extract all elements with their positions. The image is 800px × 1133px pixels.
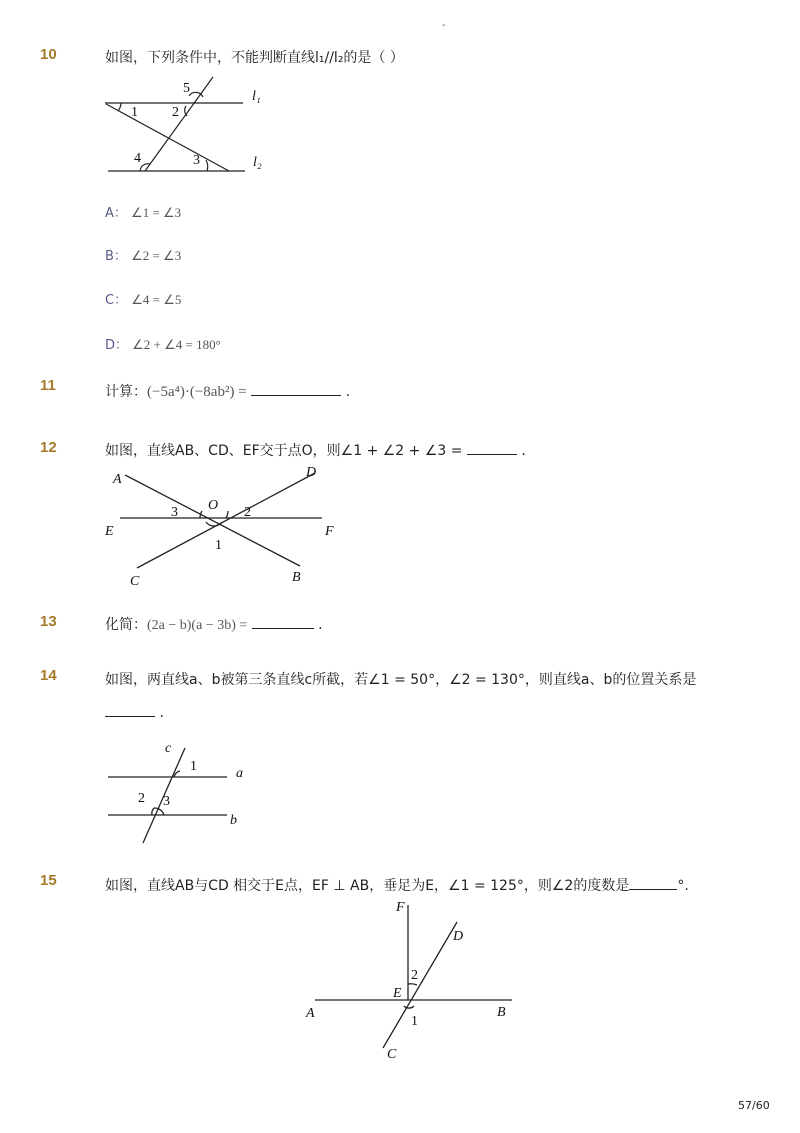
question-number: 10 bbox=[40, 46, 57, 63]
line-label-b: b bbox=[230, 813, 237, 828]
point-label-D: D bbox=[453, 929, 464, 944]
option-text: ∠1 = ∠3 bbox=[131, 205, 182, 220]
point-label-B: B bbox=[292, 570, 301, 585]
question-text bbox=[105, 440, 526, 460]
question-number: 15 bbox=[40, 872, 57, 889]
page-number: 57/60 bbox=[738, 1099, 770, 1112]
point-label-A: A bbox=[306, 1006, 315, 1021]
question-number: 11 bbox=[40, 377, 56, 394]
angle-label-3: 3 bbox=[171, 505, 178, 520]
option-c[interactable] bbox=[105, 289, 181, 308]
question-suffix: . bbox=[521, 443, 526, 459]
answer-blank[interactable] bbox=[105, 704, 155, 717]
question-suffix: . bbox=[345, 384, 351, 400]
option-label: A： bbox=[105, 206, 127, 221]
question-body: 如图，直线AB、CD、EF交于点O，则∠1 + ∠2 + ∠3 = bbox=[105, 443, 463, 459]
question-prefix: 化简： bbox=[105, 617, 147, 633]
point-label-B: B bbox=[497, 1005, 506, 1020]
point-label-F: F bbox=[325, 524, 334, 539]
line-label-l1: l₁ bbox=[252, 89, 261, 104]
point-label-F: F bbox=[396, 900, 405, 915]
angle-label-2: 2 bbox=[138, 791, 145, 806]
question-text: 如图，下列条件中，不能判断直线l₁//l₂的是（ ） bbox=[105, 50, 404, 66]
option-label: B： bbox=[105, 249, 127, 264]
answer-blank[interactable] bbox=[467, 442, 517, 455]
question-body: 如图，直线AB与CD 相交于E点，EF ⊥ AB，垂足为E，∠1 = 125°，则∠2的度数是 bbox=[105, 878, 630, 894]
question-text: 如图，两直线a、b被第三条直线c所截，若∠1 = 50°，∠2 = 130°，则直线a、b的位置关系是 bbox=[105, 672, 697, 688]
header-mark: - bbox=[442, 20, 446, 31]
point-label-E: E bbox=[393, 986, 402, 1001]
point-label-D: D bbox=[306, 465, 317, 480]
option-text: ∠4 = ∠5 bbox=[131, 292, 182, 307]
question-number: 13 bbox=[40, 613, 57, 630]
angle-label-1: 1 bbox=[411, 1014, 418, 1029]
question-suffix: . bbox=[159, 705, 164, 721]
point-label-C: C bbox=[387, 1047, 397, 1062]
answer-blank[interactable] bbox=[629, 877, 677, 890]
question-text bbox=[105, 614, 323, 634]
option-a[interactable] bbox=[105, 202, 181, 221]
angle-label-4: 4 bbox=[134, 151, 141, 166]
question-number: 14 bbox=[40, 667, 57, 684]
question-number: 12 bbox=[40, 439, 57, 456]
angle-label-3: 3 bbox=[193, 153, 200, 168]
answer-blank[interactable] bbox=[252, 616, 314, 629]
question-text bbox=[105, 875, 689, 895]
option-b[interactable] bbox=[105, 245, 181, 264]
point-label-A: A bbox=[113, 472, 122, 487]
question-suffix: . bbox=[318, 617, 323, 633]
answer-blank[interactable] bbox=[251, 383, 341, 396]
option-label: C： bbox=[105, 293, 128, 308]
math-expression: (2a − b)(a − 3b) = bbox=[147, 618, 248, 633]
angle-label-1: 1 bbox=[215, 538, 222, 553]
line-label-l2: l₂ bbox=[253, 155, 262, 170]
point-label-E: E bbox=[105, 524, 114, 539]
point-label-C: C bbox=[130, 574, 140, 589]
angle-label-1: 1 bbox=[190, 759, 197, 774]
angle-label-5: 5 bbox=[183, 81, 190, 96]
angle-label-1: 1 bbox=[131, 105, 138, 120]
line-label-a: a bbox=[236, 766, 243, 781]
option-text: ∠2 = ∠3 bbox=[131, 248, 182, 263]
transversal-1 bbox=[106, 104, 229, 171]
question-suffix: °. bbox=[677, 878, 689, 894]
option-text: ∠2 + ∠4 = 180° bbox=[132, 337, 221, 352]
question-prefix: 计算： bbox=[105, 384, 147, 400]
angle-label-2: 2 bbox=[244, 505, 251, 520]
angle-label-2: 2 bbox=[172, 105, 179, 120]
angle-label-2: 2 bbox=[411, 968, 418, 983]
math-expression: (−5a⁴)·(−8ab²) = bbox=[147, 384, 247, 400]
answer-line bbox=[105, 704, 164, 721]
option-d[interactable] bbox=[105, 334, 221, 353]
question-text bbox=[105, 381, 350, 401]
angle-label-3: 3 bbox=[163, 794, 170, 809]
option-label: D： bbox=[105, 338, 129, 353]
point-label-O: O bbox=[208, 498, 219, 513]
line-label-c: c bbox=[165, 741, 172, 756]
